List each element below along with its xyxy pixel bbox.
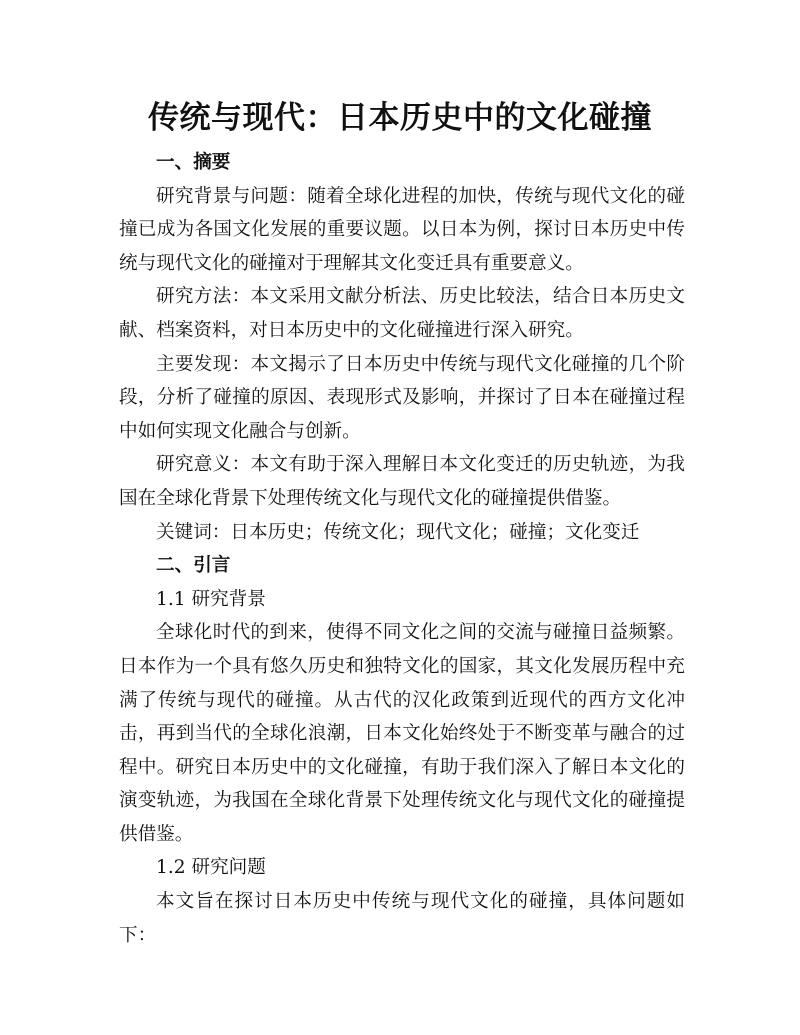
research-background-paragraph: 全球化时代的到来，使得不同文化之间的交流与碰撞日益频繁。日本作为一个具有悠久历史和独特文化的国家，其文化发展历程中充满了传统与现代的碰撞。从古代的汉化政策到近现代的西方文化冲击，再到当代的全球化浪潮，日本文化始终处于不断变革与融合的过程中。研究日本历史中的文化碰撞，有助于我们深入了解日本文化的演变轨迹，为我国在全球化背景下处理传统文化与现代文化的碰撞提供借鉴。 bbox=[119, 622, 685, 845]
subheading-research-background: 1.1 研究背景 bbox=[156, 588, 266, 610]
abstract-background-paragraph: 研究背景与问题：随着全球化进程的加快，传统与现代文化的碰撞已成为各国文化发展的重要议题。以日本为例，探讨日本历史中传统与现代文化的碰撞对于理解其文化变迁具有重要意义。 bbox=[119, 185, 685, 274]
document-body bbox=[119, 146, 685, 952]
abstract-method-paragraph: 研究方法：本文采用文献分析法、历史比较法，结合日本历史文献、档案资料，对日本历史中的文化碰撞进行深入研究。 bbox=[119, 286, 685, 341]
research-questions-paragraph: 本文旨在探讨日本历史中传统与现代文化的碰撞，具体问题如下： bbox=[119, 891, 685, 946]
section-heading-abstract: 一、摘要 bbox=[156, 152, 231, 173]
section-heading-introduction: 二、引言 bbox=[156, 555, 231, 577]
abstract-findings-paragraph: 主要发现：本文揭示了日本历史中传统与现代文化碰撞的几个阶段，分析了碰撞的原因、表现形式及影响，并探讨了日本在碰撞过程中如何实现文化融合与创新。 bbox=[119, 353, 685, 442]
keywords-paragraph: 关键词：日本历史；传统文化；现代文化；碰撞；文化变迁 bbox=[156, 521, 640, 543]
document-title: 传统与现代：日本历史中的文化碰撞 bbox=[148, 100, 652, 136]
subheading-research-questions: 1.2 研究问题 bbox=[156, 857, 266, 879]
abstract-significance-paragraph: 研究意义：本文有助于深入理解日本文化变迁的历史轨迹，为我国在全球化背景下处理传统文化与现代文化的碰撞提供借鉴。 bbox=[119, 454, 685, 509]
